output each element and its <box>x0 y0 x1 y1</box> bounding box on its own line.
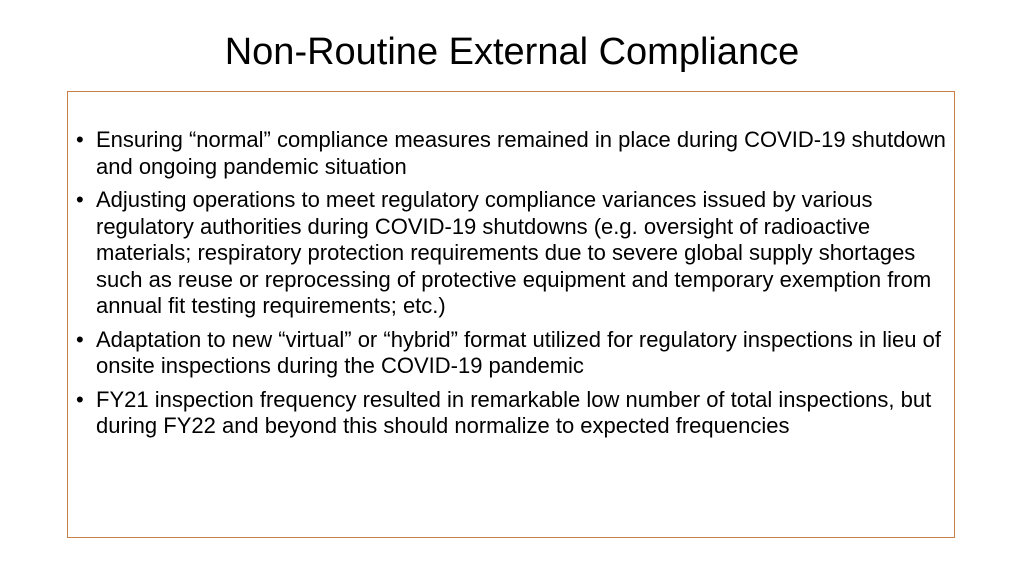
bullet-text: Adjusting operations to meet regulatory compliance variances issued by various regulatory authorities during COVID-19 shutdowns (e.g. oversight of radioactive materials; respiratory protection requirements due to severe global supply shortages such as reuse or reprocessing of protective equipment and temporary exemption from annual fit testing requirements; etc.) <box>96 187 932 318</box>
slide-title: Non-Routine External Compliance <box>224 31 800 73</box>
bullet-item <box>68 187 954 320</box>
bullet-text: Adaptation to new “virtual” or “hybrid” format utilized for regulatory inspections in lieu of onsite inspections during the COVID-19 pandemic <box>96 326 941 378</box>
bullet-list <box>68 127 954 447</box>
content-box <box>67 91 955 538</box>
bullet-item <box>68 127 954 180</box>
bullet-item <box>68 327 954 380</box>
bullet-item <box>68 387 954 440</box>
bullet-icon: • <box>76 127 84 152</box>
bullet-text: FY21 inspection frequency resulted in remarkable low number of total inspections, but during FY22 and beyond this should normalize to expected frequencies <box>96 386 932 438</box>
bullet-icon: • <box>76 386 84 412</box>
bullet-icon: • <box>76 326 84 352</box>
bullet-icon: • <box>76 187 84 212</box>
bullet-text: Ensuring “normal” compliance measures remained in place during COVID-19 shutdown and ongoing pandemic situation <box>96 127 946 179</box>
